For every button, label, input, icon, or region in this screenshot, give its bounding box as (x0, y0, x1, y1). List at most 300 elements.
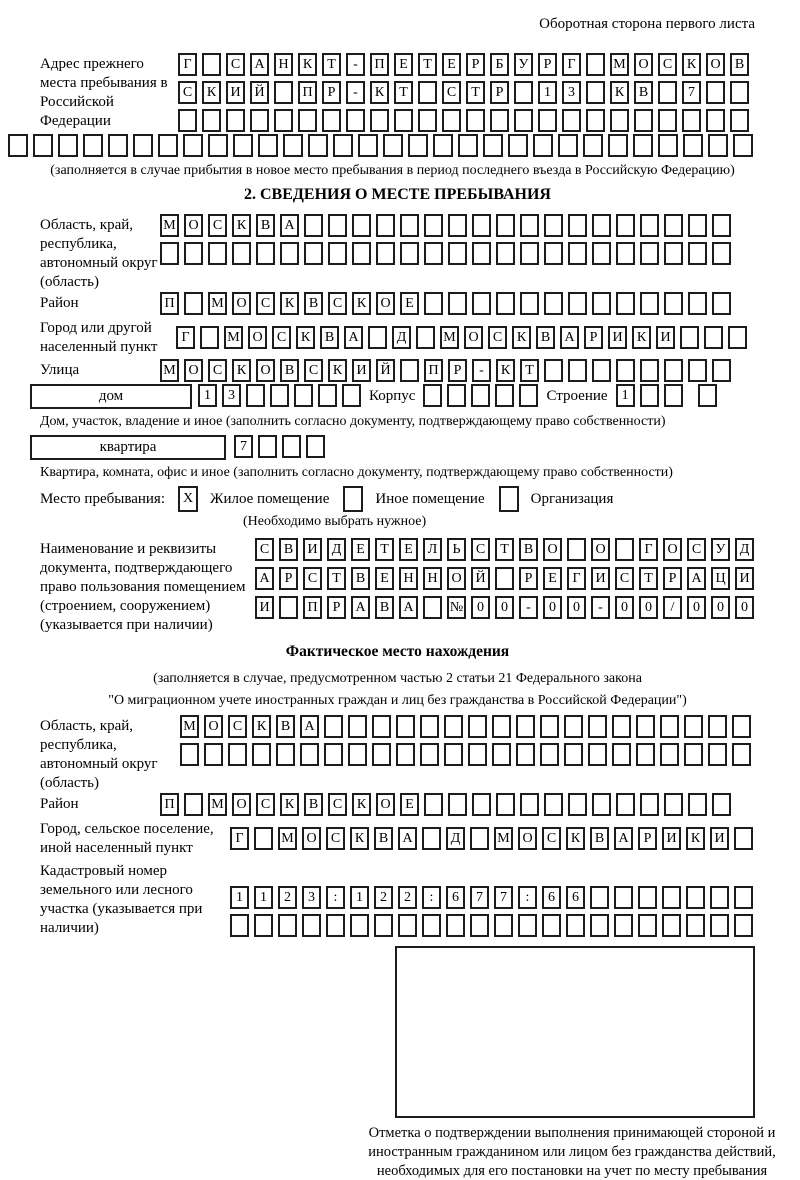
char-box[interactable]: В (320, 326, 339, 349)
char-box[interactable] (640, 384, 659, 407)
char-box[interactable] (423, 596, 442, 619)
char-box[interactable]: Г (176, 326, 195, 349)
char-box[interactable]: К (328, 359, 347, 382)
char-box[interactable] (8, 134, 28, 157)
char-box[interactable]: 6 (446, 886, 465, 909)
char-box[interactable]: П (424, 359, 443, 382)
char-box[interactable] (616, 214, 635, 237)
char-box[interactable] (708, 715, 727, 738)
char-box[interactable] (662, 886, 681, 909)
char-box[interactable] (640, 359, 659, 382)
char-box[interactable] (370, 109, 389, 132)
char-box[interactable]: 0 (711, 596, 730, 619)
char-box[interactable]: Т (520, 359, 539, 382)
char-box[interactable]: Е (400, 292, 419, 315)
char-box[interactable] (446, 914, 465, 937)
char-box[interactable]: О (184, 359, 203, 382)
char-box[interactable]: Р (466, 53, 485, 76)
char-box[interactable] (368, 326, 387, 349)
char-box[interactable]: У (711, 538, 730, 561)
char-box[interactable]: Р (448, 359, 467, 382)
char-box[interactable] (664, 214, 683, 237)
char-box[interactable] (734, 914, 753, 937)
char-box[interactable]: Д (392, 326, 411, 349)
char-box[interactable] (710, 886, 729, 909)
char-box[interactable] (640, 292, 659, 315)
char-box[interactable] (279, 596, 298, 619)
char-box[interactable] (304, 214, 323, 237)
char-box[interactable]: С (471, 538, 490, 561)
char-box[interactable] (184, 292, 203, 315)
char-box[interactable]: К (632, 326, 651, 349)
char-box[interactable]: Г (562, 53, 581, 76)
char-box[interactable]: 2 (278, 886, 297, 909)
char-box[interactable] (328, 242, 347, 265)
char-box[interactable] (658, 134, 678, 157)
char-box[interactable] (358, 134, 378, 157)
char-box[interactable] (732, 715, 751, 738)
char-box[interactable] (706, 81, 725, 104)
char-box[interactable]: К (682, 53, 701, 76)
char-box[interactable]: П (370, 53, 389, 76)
char-box[interactable] (433, 134, 453, 157)
char-box[interactable] (208, 242, 227, 265)
char-box[interactable] (636, 715, 655, 738)
char-box[interactable] (698, 384, 717, 407)
char-box[interactable]: Г (639, 538, 658, 561)
char-box[interactable] (400, 214, 419, 237)
char-box[interactable]: К (512, 326, 531, 349)
char-box[interactable] (684, 715, 703, 738)
char-box[interactable]: : (326, 886, 345, 909)
char-box[interactable] (470, 827, 489, 850)
char-box[interactable]: В (280, 359, 299, 382)
char-box[interactable] (708, 743, 727, 766)
char-box[interactable]: С (208, 359, 227, 382)
char-box[interactable]: М (180, 715, 199, 738)
char-box[interactable] (400, 242, 419, 265)
char-box[interactable]: 0 (639, 596, 658, 619)
char-box[interactable] (228, 743, 247, 766)
char-box[interactable] (496, 214, 515, 237)
char-box[interactable]: М (160, 359, 179, 382)
char-box[interactable]: К (350, 827, 369, 850)
char-box[interactable] (202, 109, 221, 132)
char-box[interactable] (184, 793, 203, 816)
char-box[interactable]: Т (418, 53, 437, 76)
char-box[interactable] (184, 242, 203, 265)
checkbox-residential[interactable]: X (178, 486, 198, 512)
char-box[interactable] (664, 384, 683, 407)
char-box[interactable]: Е (394, 53, 413, 76)
char-box[interactable] (664, 242, 683, 265)
char-box[interactable] (471, 384, 490, 407)
char-box[interactable]: 1 (230, 886, 249, 909)
char-box[interactable] (246, 384, 265, 407)
char-box[interactable]: И (656, 326, 675, 349)
char-box[interactable] (544, 793, 563, 816)
char-box[interactable]: О (706, 53, 725, 76)
char-box[interactable]: О (376, 793, 395, 816)
char-box[interactable] (566, 914, 585, 937)
char-box[interactable]: К (566, 827, 585, 850)
char-box[interactable]: В (536, 326, 555, 349)
char-box[interactable] (616, 242, 635, 265)
char-box[interactable] (302, 914, 321, 937)
char-box[interactable] (306, 435, 325, 458)
char-box[interactable] (348, 743, 367, 766)
char-box[interactable] (444, 715, 463, 738)
char-box[interactable] (324, 743, 343, 766)
char-box[interactable] (520, 292, 539, 315)
char-box[interactable] (483, 134, 503, 157)
char-box[interactable]: 1 (254, 886, 273, 909)
char-box[interactable] (706, 109, 725, 132)
char-box[interactable] (133, 134, 153, 157)
char-box[interactable] (442, 109, 461, 132)
char-box[interactable] (300, 743, 319, 766)
char-box[interactable] (394, 109, 413, 132)
char-box[interactable]: 0 (543, 596, 562, 619)
char-box[interactable] (514, 81, 533, 104)
char-box[interactable]: В (276, 715, 295, 738)
char-box[interactable]: К (232, 359, 251, 382)
char-box[interactable] (634, 109, 653, 132)
char-box[interactable] (686, 914, 705, 937)
char-box[interactable]: С (615, 567, 634, 590)
char-box[interactable]: С (256, 793, 275, 816)
char-box[interactable] (204, 743, 223, 766)
char-box[interactable] (684, 743, 703, 766)
char-box[interactable] (396, 743, 415, 766)
char-box[interactable]: О (204, 715, 223, 738)
char-box[interactable] (686, 886, 705, 909)
char-box[interactable] (254, 914, 273, 937)
char-box[interactable]: Й (250, 81, 269, 104)
char-box[interactable]: С (326, 827, 345, 850)
char-box[interactable]: И (255, 596, 274, 619)
char-box[interactable] (278, 914, 297, 937)
char-box[interactable] (208, 134, 228, 157)
char-box[interactable] (544, 214, 563, 237)
char-box[interactable] (708, 134, 728, 157)
char-box[interactable] (710, 914, 729, 937)
char-box[interactable] (444, 743, 463, 766)
char-box[interactable] (308, 134, 328, 157)
char-box[interactable]: Н (423, 567, 442, 590)
char-box[interactable]: К (496, 359, 515, 382)
char-box[interactable] (732, 743, 751, 766)
char-box[interactable]: Д (327, 538, 346, 561)
char-box[interactable]: 1 (538, 81, 557, 104)
char-box[interactable] (468, 715, 487, 738)
char-box[interactable] (592, 793, 611, 816)
char-box[interactable]: А (399, 596, 418, 619)
char-box[interactable]: С (178, 81, 197, 104)
char-box[interactable] (346, 109, 365, 132)
char-box[interactable] (664, 359, 683, 382)
char-box[interactable]: / (663, 596, 682, 619)
char-box[interactable]: А (351, 596, 370, 619)
char-box[interactable] (230, 914, 249, 937)
char-box[interactable]: Н (274, 53, 293, 76)
char-box[interactable] (508, 134, 528, 157)
char-box[interactable] (592, 242, 611, 265)
char-box[interactable]: 0 (615, 596, 634, 619)
char-box[interactable]: 0 (495, 596, 514, 619)
char-box[interactable] (590, 914, 609, 937)
char-box[interactable]: Р (538, 53, 557, 76)
char-box[interactable]: С (328, 793, 347, 816)
char-box[interactable] (422, 827, 441, 850)
char-box[interactable] (83, 134, 103, 157)
char-box[interactable] (544, 359, 563, 382)
char-box[interactable] (472, 292, 491, 315)
char-box[interactable] (408, 134, 428, 157)
char-box[interactable]: 1 (198, 384, 217, 407)
char-box[interactable] (533, 134, 553, 157)
char-box[interactable]: В (730, 53, 749, 76)
char-box[interactable]: Ц (711, 567, 730, 590)
char-box[interactable] (520, 793, 539, 816)
char-box[interactable]: О (591, 538, 610, 561)
char-box[interactable]: С (658, 53, 677, 76)
char-box[interactable] (333, 134, 353, 157)
char-box[interactable] (304, 242, 323, 265)
char-box[interactable] (730, 81, 749, 104)
char-box[interactable]: Б (490, 53, 509, 76)
char-box[interactable]: Р (327, 596, 346, 619)
char-box[interactable] (424, 292, 443, 315)
char-box[interactable]: С (687, 538, 706, 561)
char-box[interactable] (688, 359, 707, 382)
char-box[interactable]: К (352, 292, 371, 315)
char-box[interactable]: Т (466, 81, 485, 104)
char-box[interactable]: М (208, 793, 227, 816)
char-box[interactable] (372, 715, 391, 738)
char-box[interactable]: О (184, 214, 203, 237)
char-box[interactable] (612, 743, 631, 766)
char-box[interactable] (318, 384, 337, 407)
char-box[interactable] (586, 53, 605, 76)
char-box[interactable] (108, 134, 128, 157)
char-box[interactable]: 3 (302, 886, 321, 909)
char-box[interactable] (516, 715, 535, 738)
char-box[interactable] (328, 214, 347, 237)
char-box[interactable]: К (232, 214, 251, 237)
char-box[interactable] (520, 214, 539, 237)
char-box[interactable]: - (346, 81, 365, 104)
char-box[interactable] (540, 743, 559, 766)
char-box[interactable] (400, 359, 419, 382)
char-box[interactable] (712, 359, 731, 382)
char-box[interactable] (567, 538, 586, 561)
char-box[interactable]: 0 (471, 596, 490, 619)
char-box[interactable] (636, 743, 655, 766)
char-box[interactable] (418, 109, 437, 132)
char-box[interactable]: С (542, 827, 561, 850)
char-box[interactable] (250, 109, 269, 132)
char-box[interactable]: А (344, 326, 363, 349)
char-box[interactable] (680, 326, 699, 349)
char-box[interactable]: 7 (234, 435, 253, 458)
char-box[interactable]: Р (638, 827, 657, 850)
char-box[interactable]: И (608, 326, 627, 349)
char-box[interactable] (352, 242, 371, 265)
char-box[interactable] (298, 109, 317, 132)
char-box[interactable]: М (494, 827, 513, 850)
char-box[interactable]: : (422, 886, 441, 909)
char-box[interactable] (640, 242, 659, 265)
char-box[interactable] (324, 715, 343, 738)
char-box[interactable]: У (514, 53, 533, 76)
char-box[interactable]: В (634, 81, 653, 104)
char-box[interactable]: Р (279, 567, 298, 590)
char-box[interactable] (564, 743, 583, 766)
char-box[interactable] (226, 109, 245, 132)
char-box[interactable] (342, 384, 361, 407)
char-box[interactable]: С (256, 292, 275, 315)
char-box[interactable]: № (447, 596, 466, 619)
char-box[interactable] (664, 292, 683, 315)
char-box[interactable]: Д (735, 538, 754, 561)
char-box[interactable] (592, 359, 611, 382)
char-box[interactable] (350, 914, 369, 937)
char-box[interactable]: Г (567, 567, 586, 590)
char-box[interactable] (283, 134, 303, 157)
char-box[interactable] (660, 715, 679, 738)
char-box[interactable]: Е (351, 538, 370, 561)
char-box[interactable] (160, 242, 179, 265)
char-box[interactable] (258, 134, 278, 157)
char-box[interactable]: К (202, 81, 221, 104)
char-box[interactable] (158, 134, 178, 157)
char-box[interactable] (633, 134, 653, 157)
char-box[interactable]: Т (322, 53, 341, 76)
char-box[interactable] (424, 242, 443, 265)
char-box[interactable]: С (488, 326, 507, 349)
char-box[interactable]: Н (399, 567, 418, 590)
char-box[interactable] (558, 134, 578, 157)
char-box[interactable]: Й (376, 359, 395, 382)
char-box[interactable] (518, 914, 537, 937)
char-box[interactable]: К (252, 715, 271, 738)
char-box[interactable] (448, 292, 467, 315)
char-box[interactable] (568, 214, 587, 237)
char-box[interactable]: Р (322, 81, 341, 104)
char-box[interactable]: О (518, 827, 537, 850)
char-box[interactable]: А (255, 567, 274, 590)
char-box[interactable] (728, 326, 747, 349)
char-box[interactable]: О (232, 793, 251, 816)
char-box[interactable] (270, 384, 289, 407)
char-box[interactable]: О (464, 326, 483, 349)
char-box[interactable]: М (208, 292, 227, 315)
char-box[interactable] (496, 292, 515, 315)
char-box[interactable] (519, 384, 538, 407)
char-box[interactable]: И (591, 567, 610, 590)
char-box[interactable]: 2 (398, 886, 417, 909)
char-box[interactable] (470, 914, 489, 937)
char-box[interactable]: 7 (494, 886, 513, 909)
char-box[interactable] (496, 242, 515, 265)
char-box[interactable]: М (278, 827, 297, 850)
char-box[interactable]: Л (423, 538, 442, 561)
char-box[interactable] (200, 326, 219, 349)
char-box[interactable] (544, 292, 563, 315)
char-box[interactable]: К (296, 326, 315, 349)
char-box[interactable] (490, 109, 509, 132)
char-box[interactable] (592, 292, 611, 315)
char-box[interactable] (588, 715, 607, 738)
char-box[interactable]: И (226, 81, 245, 104)
char-box[interactable] (664, 793, 683, 816)
char-box[interactable] (447, 384, 466, 407)
char-box[interactable] (348, 715, 367, 738)
char-box[interactable]: 0 (735, 596, 754, 619)
char-box[interactable] (734, 827, 753, 850)
char-box[interactable] (568, 359, 587, 382)
char-box[interactable]: Т (327, 567, 346, 590)
char-box[interactable]: Т (394, 81, 413, 104)
char-box[interactable] (683, 134, 703, 157)
char-box[interactable]: Т (375, 538, 394, 561)
char-box[interactable]: Г (230, 827, 249, 850)
char-box[interactable]: М (224, 326, 243, 349)
char-box[interactable]: Г (178, 53, 197, 76)
char-box[interactable] (495, 384, 514, 407)
char-box[interactable] (183, 134, 203, 157)
char-box[interactable]: Т (495, 538, 514, 561)
char-box[interactable]: А (300, 715, 319, 738)
char-box[interactable] (180, 743, 199, 766)
char-box[interactable]: 2 (374, 886, 393, 909)
char-box[interactable] (352, 214, 371, 237)
char-box[interactable] (640, 214, 659, 237)
char-box[interactable]: 6 (566, 886, 585, 909)
char-box[interactable] (616, 292, 635, 315)
char-box[interactable] (610, 109, 629, 132)
char-box[interactable] (614, 914, 633, 937)
char-box[interactable]: 0 (687, 596, 706, 619)
char-box[interactable]: Е (399, 538, 418, 561)
char-box[interactable]: 7 (470, 886, 489, 909)
char-box[interactable] (564, 715, 583, 738)
char-box[interactable] (662, 914, 681, 937)
char-box[interactable] (448, 214, 467, 237)
char-box[interactable] (544, 242, 563, 265)
char-box[interactable]: Р (490, 81, 509, 104)
char-box[interactable] (492, 743, 511, 766)
char-box[interactable]: Е (400, 793, 419, 816)
char-box[interactable]: И (352, 359, 371, 382)
char-box[interactable] (590, 886, 609, 909)
char-box[interactable]: О (543, 538, 562, 561)
char-box[interactable]: Р (519, 567, 538, 590)
char-box[interactable] (640, 793, 659, 816)
char-box[interactable]: С (328, 292, 347, 315)
char-box[interactable] (398, 914, 417, 937)
char-box[interactable] (274, 109, 293, 132)
char-box[interactable] (712, 214, 731, 237)
char-box[interactable] (458, 134, 478, 157)
char-box[interactable] (494, 914, 513, 937)
char-box[interactable]: П (298, 81, 317, 104)
char-box[interactable] (274, 81, 293, 104)
char-box[interactable] (712, 242, 731, 265)
char-box[interactable]: С (255, 538, 274, 561)
char-box[interactable]: Е (543, 567, 562, 590)
